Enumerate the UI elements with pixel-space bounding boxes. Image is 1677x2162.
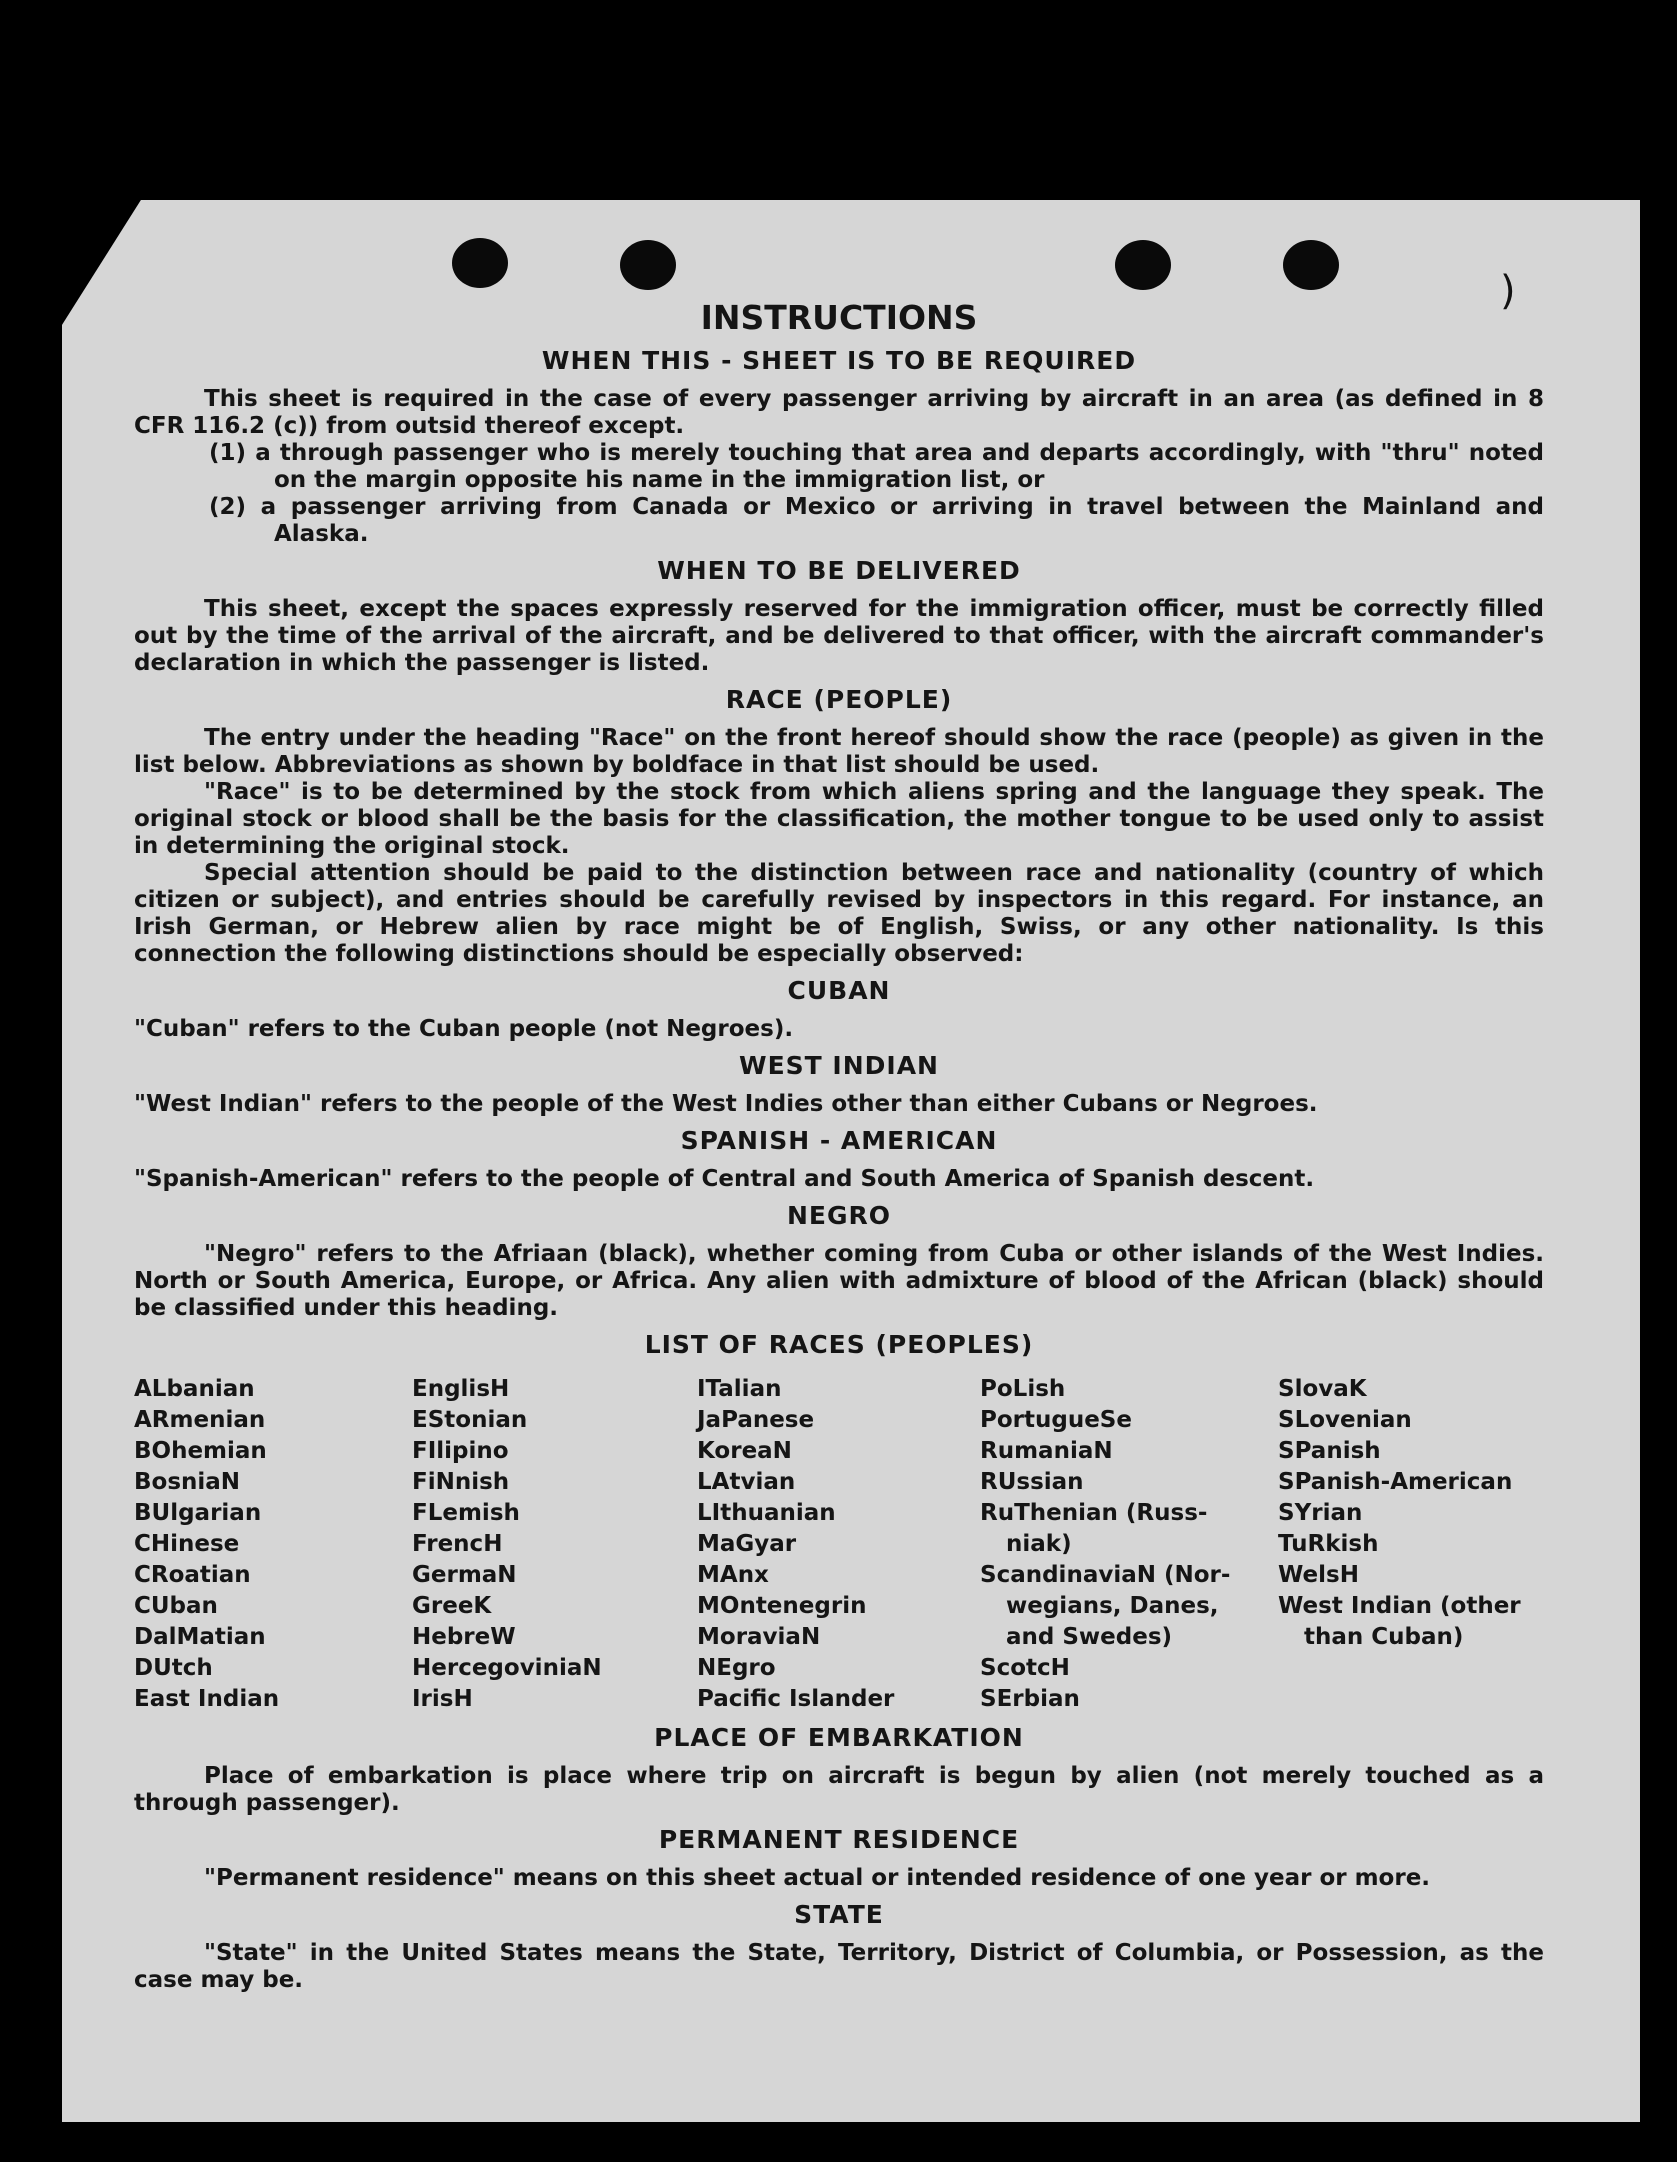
race-item: DalMatian: [134, 1624, 266, 1650]
race-item: GreeK: [412, 1593, 492, 1619]
pen-mark: ): [1500, 268, 1516, 314]
race-item: BUlgarian: [134, 1500, 262, 1526]
heading-negro: NEGRO: [786, 1201, 892, 1230]
race-item: NEgro: [697, 1655, 776, 1681]
race-item: SlovaK: [1278, 1376, 1367, 1402]
negro-text: "Negro" refers to the Afriaan (black), whether coming from Cuba or other islands of the West Indies. North or South America, Europe, or Africa. Any alien with admixture of blood of the African (black) should be classified under this heading.: [134, 1241, 1544, 1321]
race-item: ARmenian: [134, 1407, 266, 1433]
race-paragraph-3: Special attention should be paid to the distinction between race and nationality (country of which citizen or subject), and entries should be carefully revised by inspectors in this regard. For instance, an Irish German, or Hebrew alien by race might be of English, Swiss, or any other nationality. Is this connection the following distinctions should be especially observed:: [134, 860, 1544, 967]
delivered-text: This sheet, except the spaces expressly reserved for the immigration officer, must be correctly filled out by the time of the arrival of the aircraft, and be delivered to that officer, with the aircraft commander's declaration in which the passenger is listed.: [134, 596, 1544, 676]
state-text: "State" in the United States means the State, Territory, District of Columbia, or Possession, as the case may be.: [134, 1940, 1544, 1993]
race-item: ScandinaviaN (Nor-: [980, 1562, 1231, 1588]
heading-west-indian: WEST INDIAN: [739, 1051, 939, 1080]
race-column-5: [1278, 1374, 1538, 1715]
race-item: PortugueSe: [980, 1407, 1132, 1433]
race-item: SErbian: [980, 1686, 1080, 1712]
race-item: FLemish: [412, 1500, 520, 1526]
heading-race: RACE (PEOPLE): [725, 685, 953, 714]
heading-state: STATE: [794, 1900, 884, 1929]
spanish-american-text: "Spanish-American" refers to the people of Central and South America of Spanish descent.: [134, 1166, 1315, 1192]
race-item: and Swedes): [1006, 1624, 1173, 1650]
race-column-4: [980, 1374, 1278, 1715]
race-item: SPanish: [1278, 1438, 1381, 1464]
race-list: [134, 1374, 1544, 1715]
page-title: INSTRUCTIONS: [700, 298, 978, 337]
race-item: CHinese: [134, 1531, 240, 1557]
heading-when-delivered: WHEN TO BE DELIVERED: [657, 556, 1021, 585]
required-item-2: (2) a passenger arriving from Canada or Mexico or arriving in travel between the Mainland and Alaska.: [209, 494, 1544, 547]
race-item: BOhemian: [134, 1438, 267, 1464]
race-item: EnglisH: [412, 1376, 510, 1402]
race-item: West Indian (other: [1278, 1593, 1521, 1619]
race-item: HebreW: [412, 1624, 516, 1650]
required-item-1: (1) a through passenger who is merely touching that area and departs accordingly, with "thru" noted on the margin opposite his name in the immigration list, or: [209, 440, 1544, 493]
race-item: JaPanese: [697, 1407, 815, 1433]
race-item: ITalian: [697, 1376, 782, 1402]
race-item: ScotcH: [980, 1655, 1070, 1681]
race-item: MaGyar: [697, 1531, 797, 1557]
race-item: MOntenegrin: [697, 1593, 867, 1619]
race-item: RuThenian (Russ-: [980, 1500, 1208, 1526]
race-item: KoreaN: [697, 1438, 792, 1464]
race-item: SPanish-American: [1278, 1469, 1513, 1495]
race-item: TuRkish: [1278, 1531, 1379, 1557]
race-item: EStonian: [412, 1407, 528, 1433]
race-item: FrencH: [412, 1531, 503, 1557]
punch-hole: [620, 240, 676, 290]
race-item: niak): [1006, 1531, 1072, 1557]
race-paragraph-2: "Race" is to be determined by the stock from which aliens spring and the language they speak. The original stock or blood shall be the basis for the classification, the mother tongue to be used only to assist in determining the original stock.: [134, 779, 1544, 859]
race-item: wegians, Danes,: [1006, 1593, 1219, 1619]
race-item: WelsH: [1278, 1562, 1359, 1588]
heading-place-of-embarkation: PLACE OF EMBARKATION: [654, 1723, 1024, 1752]
punch-hole: [452, 238, 508, 288]
race-column-2: [412, 1374, 697, 1715]
heading-list-of-races: LIST OF RACES (PEOPLES): [644, 1330, 1034, 1359]
race-item: HercegoviniaN: [412, 1655, 602, 1681]
punch-hole: [1115, 240, 1171, 290]
instructions-content: [134, 298, 1544, 1994]
race-item: GermaN: [412, 1562, 517, 1588]
race-item: RumaniaN: [980, 1438, 1113, 1464]
heading-permanent-residence: PERMANENT RESIDENCE: [658, 1825, 1020, 1854]
race-item: FIlipino: [412, 1438, 509, 1464]
race-item: LIthuanian: [697, 1500, 836, 1526]
punch-hole: [1283, 240, 1339, 290]
race-item: FiNnish: [412, 1469, 510, 1495]
heading-spanish-american: SPANISH - AMERICAN: [680, 1126, 998, 1155]
race-item: CRoatian: [134, 1562, 251, 1588]
embarkation-text: Place of embarkation is place where trip on aircraft is begun by alien (not merely touched as a through passenger).: [134, 1763, 1544, 1816]
race-item: RUssian: [980, 1469, 1084, 1495]
race-item: IrisH: [412, 1686, 473, 1712]
heading-when-required: WHEN THIS - SHEET IS TO BE REQUIRED: [541, 346, 1137, 375]
west-indian-text: "West Indian" refers to the people of the West Indies other than either Cubans or Negroes.: [134, 1091, 1318, 1117]
cuban-text: "Cuban" refers to the Cuban people (not Negroes).: [134, 1016, 794, 1042]
residence-text: "Permanent residence" means on this sheet actual or intended residence of one year or more.: [204, 1865, 1431, 1891]
race-paragraph-1: The entry under the heading "Race" on the front hereof should show the race (people) as given in the list below. Abbreviations as shown by boldface in that list should be used.: [134, 725, 1544, 778]
race-item: SYrian: [1278, 1500, 1363, 1526]
race-item: SLovenian: [1278, 1407, 1412, 1433]
heading-cuban: CUBAN: [787, 976, 891, 1005]
race-item: ALbanian: [134, 1376, 255, 1402]
race-item: East Indian: [134, 1686, 280, 1712]
race-item: MAnx: [697, 1562, 769, 1588]
race-item: than Cuban): [1304, 1624, 1464, 1650]
race-column-1: [134, 1374, 412, 1715]
race-item: DUtch: [134, 1655, 213, 1681]
race-column-3: [697, 1374, 980, 1715]
race-item: BosniaN: [134, 1469, 241, 1495]
race-item: PoLish: [980, 1376, 1066, 1402]
race-item: CUban: [134, 1593, 218, 1619]
race-item: LAtvian: [697, 1469, 796, 1495]
race-item: MoraviaN: [697, 1624, 821, 1650]
race-item: Pacific Islander: [697, 1686, 895, 1712]
required-intro: This sheet is required in the case of every passenger arriving by aircraft in an area (as defined in 8 CFR 116.2 (c)) from outsid thereof except.: [134, 386, 1544, 439]
